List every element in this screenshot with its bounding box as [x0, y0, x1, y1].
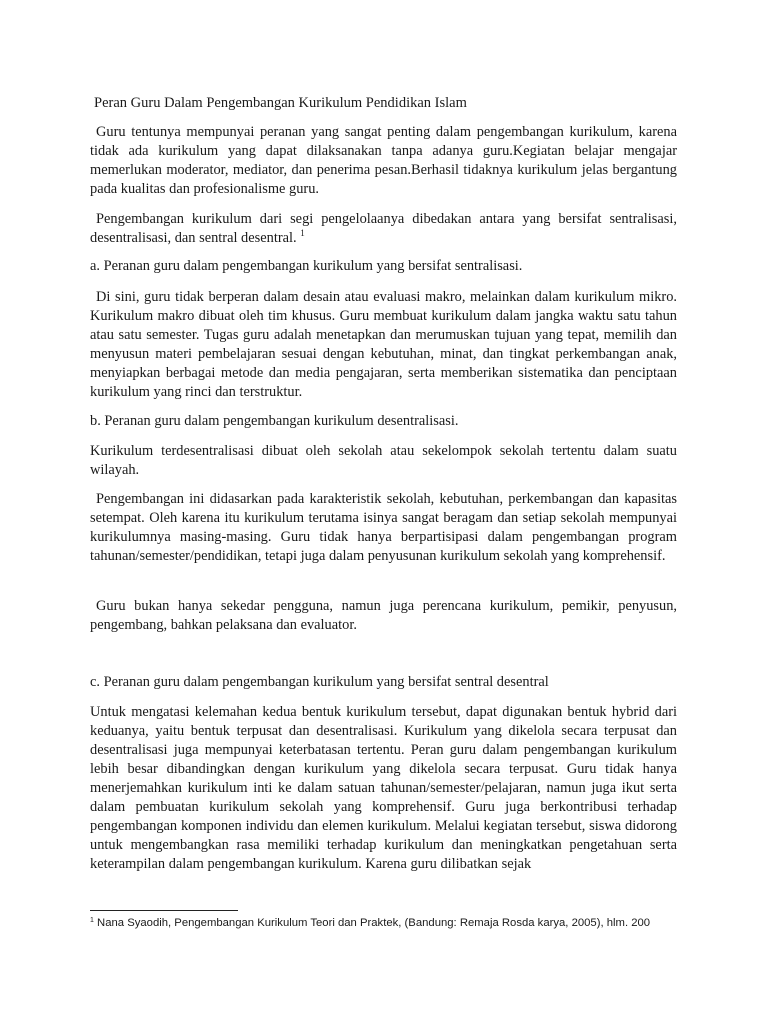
- paragraph-3: Di sini, guru tidak berperan dalam desain atau evaluasi makro, melainkan dalam kurikulum mikro. Kurikulum makro dibuat oleh tim khusus. Guru membuat kurikulum dalam jangka waktu satu tahun atau satu semester. Tugas guru adalah menetapkan dan merumuskan tujuan yang tepat, memilih dan menyusun materi pembelajaran sesuai dengan kebutuhan, minat, dan tingkat perkembangan anak, menyiapkan berbagai metode dan media pengajaran, serta memberikan sistematika dan penciptaan kurikulum yang rinci dan terstruktur.: [90, 289, 677, 400]
- heading-b: b. Peranan guru dalam pengembangan kurikulum desentralisasi.: [90, 413, 459, 429]
- heading-a: a. Peranan guru dalam pengembangan kurikulum yang bersifat sentralisasi.: [90, 258, 523, 274]
- footnote-divider: [90, 910, 238, 911]
- paragraph-2: [90, 210, 677, 248]
- heading-c: c. Peranan guru dalam pengembangan kurikulum yang bersifat sentral desentral: [90, 674, 549, 690]
- paragraph-7: Untuk mengatasi kelemahan kedua bentuk kurikulum tersebut, dapat digunakan bentuk hybrid dari keduanya, yaitu bentuk terpusat dan desentralisasi. Kurikulum yang dikelola secara terpusat dan desentralisasi juga mempunyai keterbatasan tertentu. Peran guru dalam pengembangan kurikulum lebih besar dibandingkan dengan kurikulum yang dikelola secara terpusat. Guru tidak hanya menerjemahkan kurikulum inti ke dalam satuan tahunan/semester/pelajaran, namun juga ikut serta dalam pembuatan kurikulum sekolah yang komprehensif. Guru juga berkontribusi terhadap pengembangan komponen individu dan elemen kurikulum. Melalui kegiatan tersebut, siswa didorong untuk mengembangkan rasa memiliki terhadap kurikulum dan meningkatkan pengetahuan serta keterampilan dalam pengembangan kurikulum. Karena guru dilibatkan sejak: [90, 704, 677, 872]
- paragraph-5: Pengembangan ini didasarkan pada karakteristik sekolah, kebutuhan, perkembangan dan kapasitas setempat. Oleh karena itu kurikulum terutama isinya sangat beragam dan setiap sekolah mempunyai kurikulumnya masing-masing. Guru tidak hanya berpartisipasi dalam pengembangan program tahunan/semester/pendidikan, tetapi juga dalam penyusunan kurikulum sekolah yang komprehensif.: [90, 491, 677, 564]
- paragraph-4: Kurikulum terdesentralisasi dibuat oleh sekolah atau sekelompok sekolah tertentu dalam suatu wilayah.: [90, 443, 677, 478]
- paragraph-2-text: Pengembangan kurikulum dari segi pengelolaanya dibedakan antara yang bersifat sentralisasi, desentralisasi, dan sentral desentral.: [90, 211, 677, 246]
- paragraph-6: Guru bukan hanya sekedar pengguna, namun juga perencana kurikulum, pemikir, penyusun, pengembang, bahkan pelaksana dan evaluator.: [90, 598, 677, 633]
- paragraph-1: Guru tentunya mempunyai peranan yang sangat penting dalam pengembangan kurikulum, karena tidak ada kurikulum yang dapat dilaksanakan tanpa adanya guru.Kegiatan belajar mengajar memerlukan moderator, mediator, dan penerima pesan.Berhasil tidaknya kurikulum jelas bergantung pada kualitas dan profesionalisme guru.: [90, 124, 677, 197]
- footnote: [90, 917, 650, 929]
- document-title: Peran Guru Dalam Pengembangan Kurikulum Pendidikan Islam: [94, 95, 467, 111]
- footnote-ref: 1: [300, 228, 305, 238]
- footnote-number: 1: [90, 917, 94, 924]
- footnote-text: Nana Syaodih, Pengembangan Kurikulum Teori dan Praktek, (Bandung: Remaja Rosda karya, 2005), hlm. 200: [97, 917, 651, 929]
